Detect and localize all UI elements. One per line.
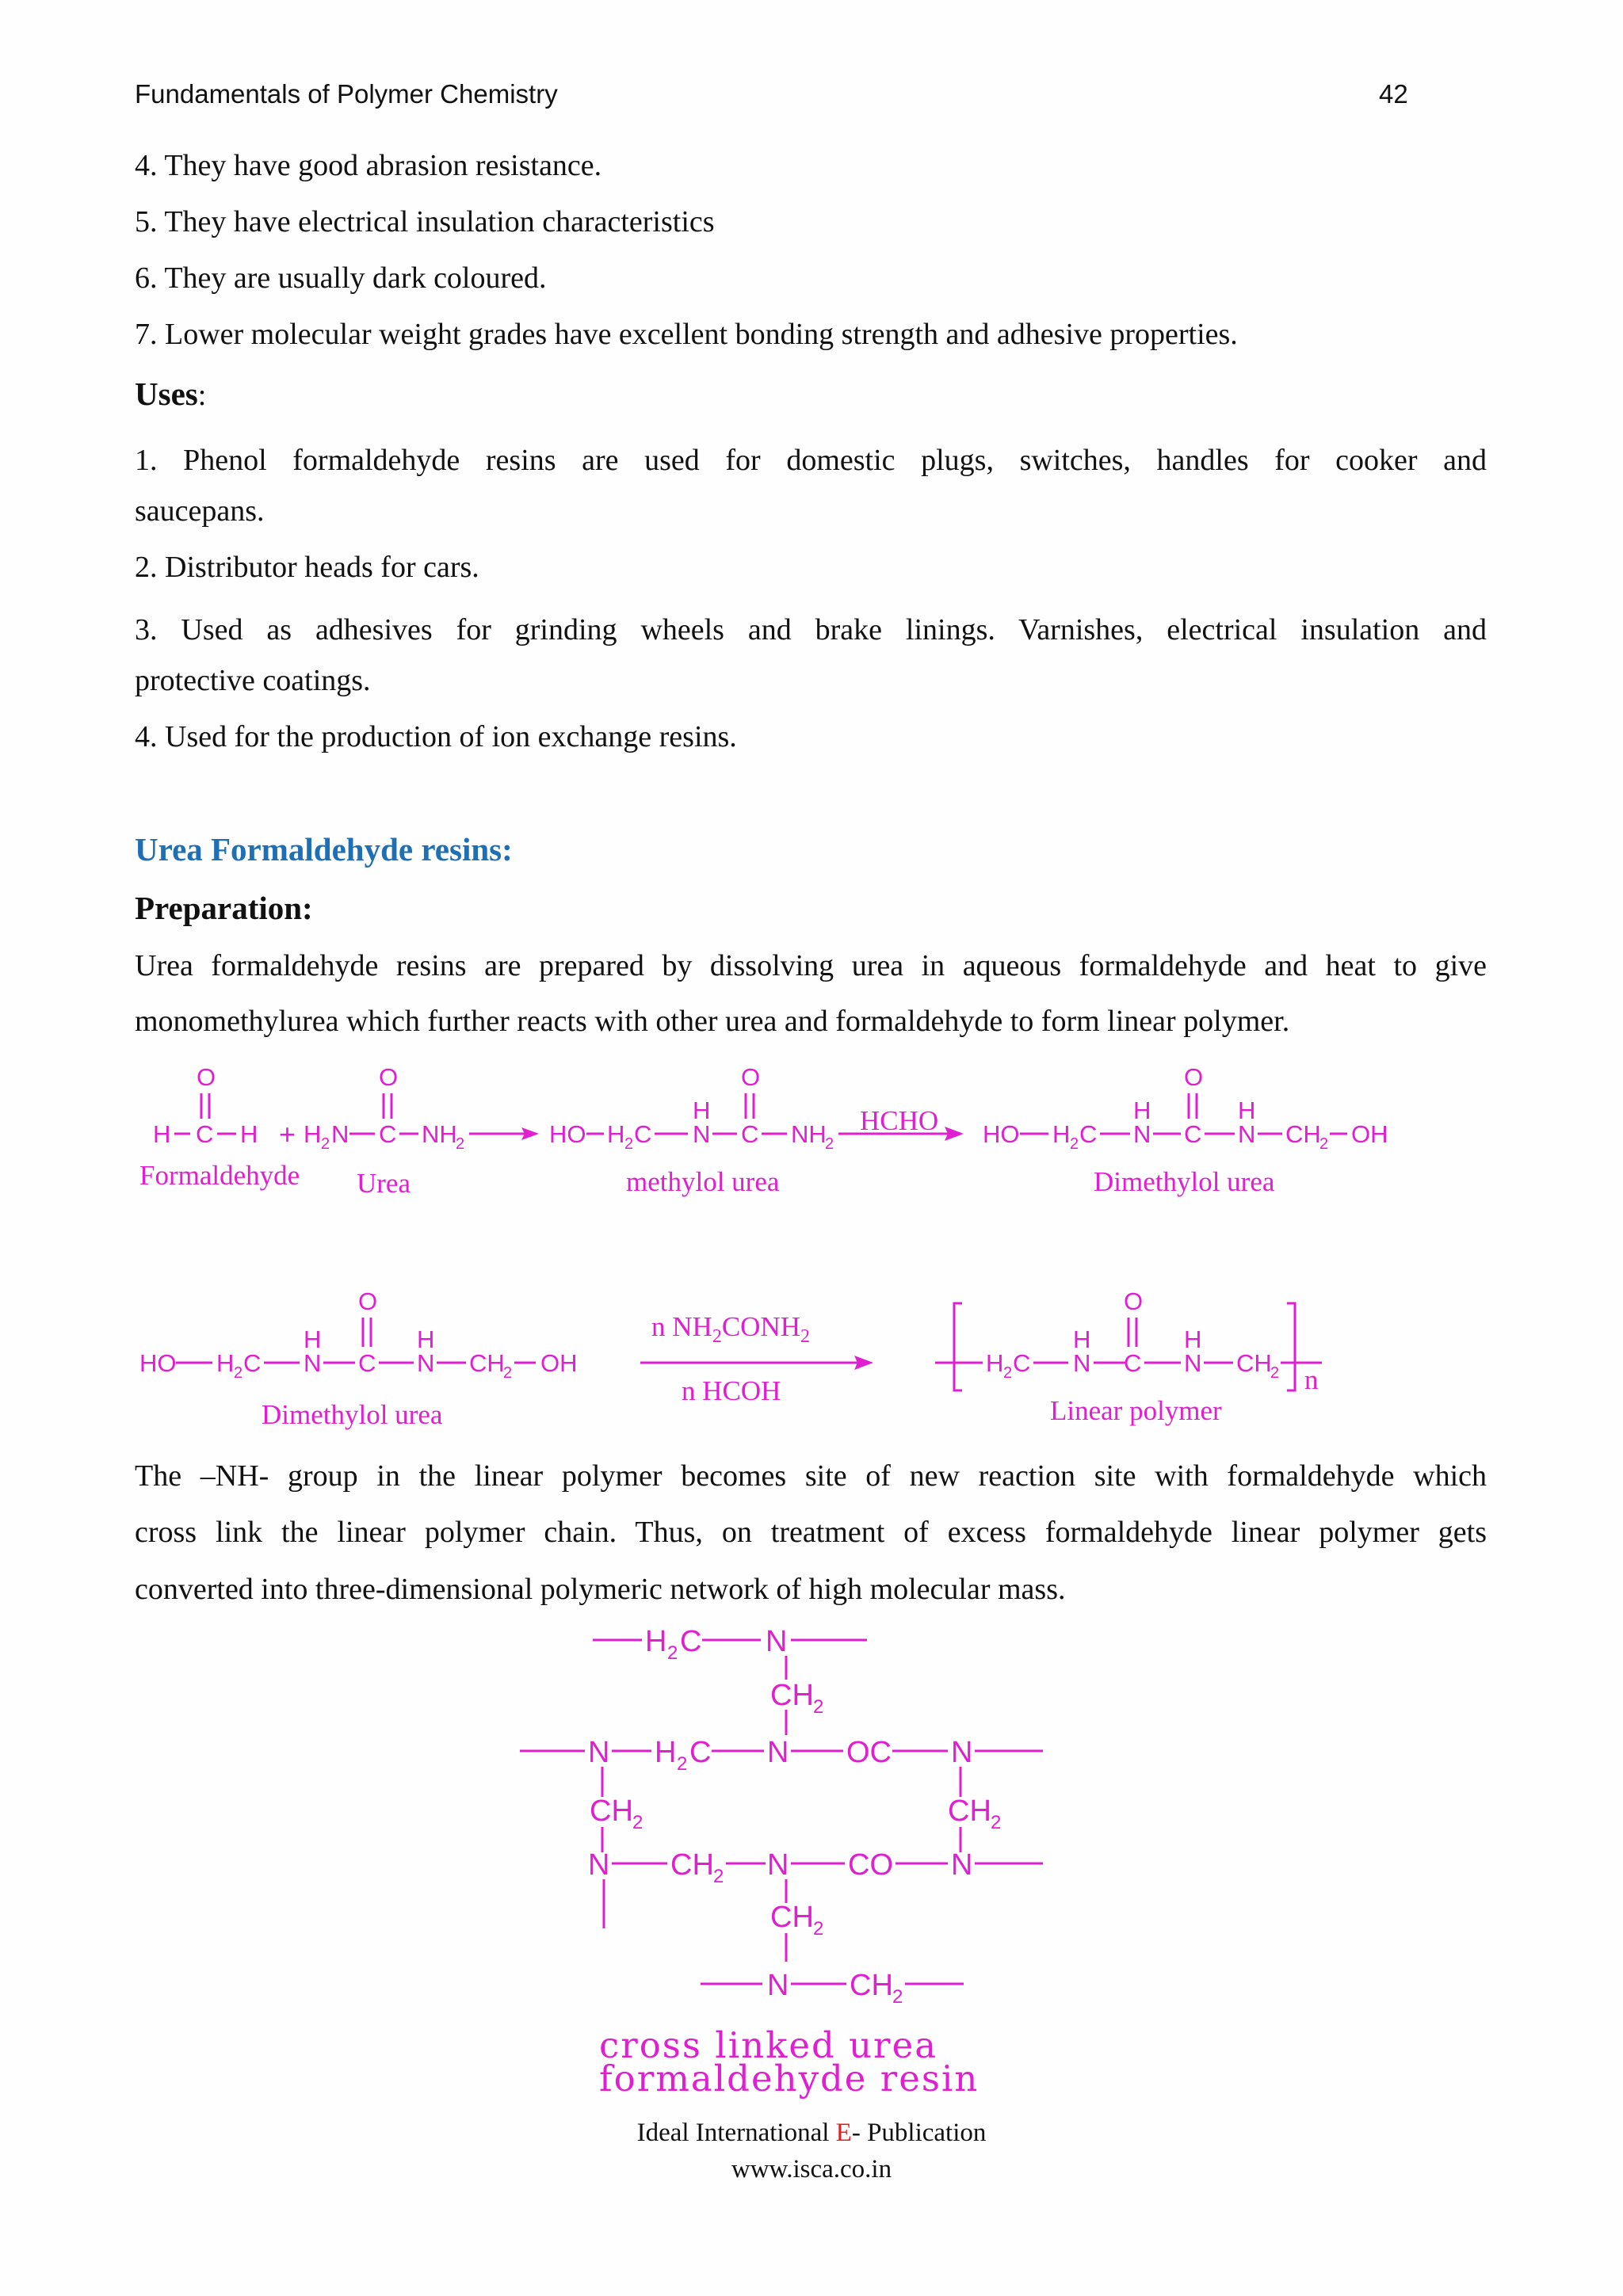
footer-publisher-e: E bbox=[835, 2119, 852, 2147]
reaction-scheme-1 bbox=[0, 1054, 1623, 1212]
svg-text:2: 2 bbox=[321, 1135, 330, 1153]
svg-text:N: N bbox=[588, 1848, 610, 1882]
svg-text:O: O bbox=[741, 1063, 761, 1091]
svg-text:OH: OH bbox=[540, 1349, 578, 1377]
svg-text:N: N bbox=[766, 1625, 788, 1658]
label-urea: Urea bbox=[357, 1168, 411, 1199]
running-header-title: Fundamentals of Polymer Chemistry bbox=[135, 79, 558, 109]
svg-text:H: H bbox=[1073, 1325, 1091, 1353]
uses-item: 2. Distributor heads for cars. bbox=[135, 551, 479, 584]
svg-text:CH: CH bbox=[1285, 1120, 1321, 1148]
svg-text:2: 2 bbox=[503, 1364, 513, 1382]
svg-text:H: H bbox=[304, 1120, 322, 1148]
cross-linked-network-structure bbox=[0, 1616, 1623, 2068]
svg-text:H: H bbox=[417, 1325, 435, 1353]
svg-text:OH: OH bbox=[1351, 1120, 1388, 1148]
svg-text:2: 2 bbox=[1270, 1364, 1280, 1382]
svg-text:2: 2 bbox=[456, 1135, 465, 1153]
svg-text:H: H bbox=[1238, 1097, 1256, 1124]
svg-text:2: 2 bbox=[677, 1753, 688, 1775]
svg-text:+: + bbox=[279, 1118, 296, 1150]
svg-text:CH: CH bbox=[469, 1349, 505, 1377]
paragraph-line: Urea formaldehyde resins are prepared by dissolving urea in aqueous formaldehyde and heat to give bbox=[135, 949, 1487, 982]
svg-text:H: H bbox=[304, 1325, 322, 1353]
svg-text:H: H bbox=[240, 1120, 258, 1148]
uses-item: 4. Used for the production of ion exchange resins. bbox=[135, 720, 737, 753]
label-methylol-urea: methylol urea bbox=[626, 1166, 780, 1197]
svg-text:CH: CH bbox=[850, 1969, 893, 2002]
svg-text:2: 2 bbox=[813, 1696, 824, 1718]
svg-text:CH: CH bbox=[590, 1794, 633, 1828]
footer-publisher-pre: Ideal International bbox=[636, 2119, 836, 2147]
svg-text:CH: CH bbox=[1236, 1349, 1272, 1377]
svg-text:N: N bbox=[1133, 1120, 1151, 1148]
network-caption-line: cross linked urea bbox=[599, 2024, 938, 2066]
svg-text:C: C bbox=[243, 1349, 262, 1377]
svg-text:2: 2 bbox=[632, 1812, 643, 1833]
svg-text:N: N bbox=[1073, 1349, 1091, 1377]
svg-text:H: H bbox=[607, 1120, 625, 1148]
svg-text:2: 2 bbox=[713, 1866, 724, 1887]
paragraph-line: converted into three-dimensional polymeric network of high molecular mass. bbox=[135, 1573, 1066, 1606]
uses-item: 3. Used as adhesives for grinding wheels and brake linings. Varnishes, electrical insulation and bbox=[135, 613, 1487, 646]
svg-text:O: O bbox=[1124, 1287, 1144, 1315]
svg-text:CH: CH bbox=[770, 1901, 814, 1934]
svg-text:2: 2 bbox=[892, 1986, 903, 2008]
methylol-urea-structure bbox=[549, 1063, 834, 1153]
svg-text:H: H bbox=[645, 1625, 667, 1658]
reagent-nh2conh2: n $NH_2CONH_2$ bbox=[651, 1311, 810, 1347]
property-item: 4. They have good abrasion resistance. bbox=[135, 149, 602, 182]
svg-text:H: H bbox=[1052, 1120, 1071, 1148]
linear-polymer-structure bbox=[935, 1287, 1322, 1395]
uses-heading-text: Uses bbox=[135, 376, 198, 412]
uses-heading-colon: : bbox=[197, 379, 207, 412]
svg-text:N: N bbox=[1238, 1120, 1256, 1148]
svg-text:H: H bbox=[216, 1349, 235, 1377]
svg-text:H: H bbox=[693, 1097, 711, 1124]
svg-text:N: N bbox=[767, 1969, 789, 2002]
svg-text:OC: OC bbox=[846, 1736, 892, 1769]
svg-text:2: 2 bbox=[624, 1135, 634, 1153]
svg-text:N: N bbox=[767, 1736, 789, 1769]
reagent-hcoh: n HCOH bbox=[682, 1375, 781, 1406]
svg-text:CH: CH bbox=[670, 1848, 714, 1882]
svg-text:C: C bbox=[1184, 1120, 1202, 1148]
svg-text:NH: NH bbox=[422, 1120, 457, 1148]
reaction-scheme-2 bbox=[0, 1272, 1623, 1430]
svg-text:2: 2 bbox=[1070, 1135, 1079, 1153]
svg-text:2: 2 bbox=[813, 1918, 824, 1939]
label-linear-polymer: Linear polymer bbox=[1050, 1395, 1222, 1426]
footer-url: www.isca.co.in bbox=[731, 2155, 892, 2183]
svg-text:2: 2 bbox=[1003, 1364, 1013, 1382]
section-heading: Urea Formaldehyde resins: bbox=[135, 831, 513, 868]
svg-text:2: 2 bbox=[1319, 1135, 1329, 1153]
svg-text:O: O bbox=[379, 1063, 399, 1091]
svg-text:2: 2 bbox=[234, 1364, 243, 1382]
svg-text:2: 2 bbox=[667, 1642, 678, 1664]
svg-text:C: C bbox=[1124, 1349, 1142, 1377]
property-item: 7. Lower molecular weight grades have excellent bonding strength and adhesive properties. bbox=[135, 318, 1238, 351]
svg-text:H: H bbox=[153, 1120, 171, 1148]
svg-text:HO: HO bbox=[983, 1120, 1020, 1148]
svg-text:CO: CO bbox=[848, 1848, 893, 1882]
svg-text:2: 2 bbox=[991, 1812, 1002, 1833]
svg-text:O: O bbox=[197, 1063, 216, 1091]
label-formaldehyde: Formaldehyde bbox=[139, 1160, 300, 1191]
svg-text:O: O bbox=[1184, 1063, 1204, 1091]
formaldehyde-structure bbox=[153, 1063, 258, 1148]
svg-text:C: C bbox=[634, 1120, 652, 1148]
svg-text:CH: CH bbox=[770, 1679, 814, 1712]
svg-text:N: N bbox=[1184, 1349, 1202, 1377]
property-item: 6. They are usually dark coloured. bbox=[135, 261, 547, 295]
label-dimethylol-urea: Dimethylol urea bbox=[262, 1399, 443, 1430]
svg-text:N: N bbox=[331, 1120, 349, 1148]
footer-publisher-post: - Publication bbox=[851, 2119, 987, 2147]
preparation-heading: Preparation: bbox=[135, 890, 313, 926]
svg-text:N: N bbox=[951, 1736, 973, 1769]
uses-heading bbox=[135, 375, 206, 414]
svg-text:C: C bbox=[1079, 1120, 1098, 1148]
svg-text:C: C bbox=[741, 1120, 759, 1148]
paragraph-line: The –NH- group in the linear polymer becomes site of new reaction site with formaldehyde which bbox=[135, 1459, 1487, 1493]
svg-text:C: C bbox=[1013, 1349, 1031, 1377]
svg-text:H: H bbox=[1184, 1325, 1202, 1353]
property-item: 5. They have electrical insulation characteristics bbox=[135, 205, 715, 238]
svg-text:N: N bbox=[693, 1120, 711, 1148]
paragraph-line: cross link the linear polymer chain. Thus, on treatment of excess formaldehyde linear polymer gets bbox=[135, 1516, 1487, 1549]
svg-text:NH: NH bbox=[791, 1120, 827, 1148]
svg-text:N: N bbox=[951, 1848, 973, 1882]
svg-text:C: C bbox=[689, 1736, 712, 1769]
dimethylol-urea-structure bbox=[139, 1287, 578, 1382]
svg-text:O: O bbox=[358, 1287, 378, 1315]
svg-text:N: N bbox=[588, 1736, 610, 1769]
svg-text:2: 2 bbox=[825, 1135, 834, 1153]
urea-structure bbox=[304, 1063, 464, 1153]
label-dimethylol-urea: Dimethylol urea bbox=[1094, 1166, 1275, 1197]
svg-text:C: C bbox=[196, 1120, 214, 1148]
dimethylol-urea-structure bbox=[983, 1063, 1388, 1153]
page-number: 42 bbox=[1379, 79, 1408, 109]
uses-item: 1. Phenol formaldehyde resins are used for domestic plugs, switches, handles for cooker and bbox=[135, 444, 1487, 477]
svg-text:H: H bbox=[655, 1736, 677, 1769]
network-caption-line: formaldehyde resin bbox=[599, 2058, 980, 2100]
svg-text:HO: HO bbox=[139, 1349, 177, 1377]
svg-text:C: C bbox=[358, 1349, 376, 1377]
footer-publisher bbox=[0, 2119, 1623, 2148]
svg-text:N: N bbox=[304, 1349, 322, 1377]
repeat-n: n bbox=[1304, 1364, 1319, 1395]
svg-text:CH: CH bbox=[948, 1794, 991, 1828]
uses-item-continuation: saucepans. bbox=[135, 494, 265, 528]
svg-text:H: H bbox=[1133, 1097, 1151, 1124]
svg-text:H: H bbox=[986, 1349, 1004, 1377]
paragraph-line: monomethylurea which further reacts with other urea and formaldehyde to form linear polymer. bbox=[135, 1005, 1290, 1038]
reagent-hcho: HCHO bbox=[860, 1105, 939, 1136]
svg-text:C: C bbox=[680, 1625, 702, 1658]
uses-item-continuation: protective coatings. bbox=[135, 664, 371, 697]
svg-text:HO: HO bbox=[549, 1120, 586, 1148]
svg-text:C: C bbox=[379, 1120, 397, 1148]
svg-text:N: N bbox=[417, 1349, 435, 1377]
svg-text:N: N bbox=[767, 1848, 789, 1882]
